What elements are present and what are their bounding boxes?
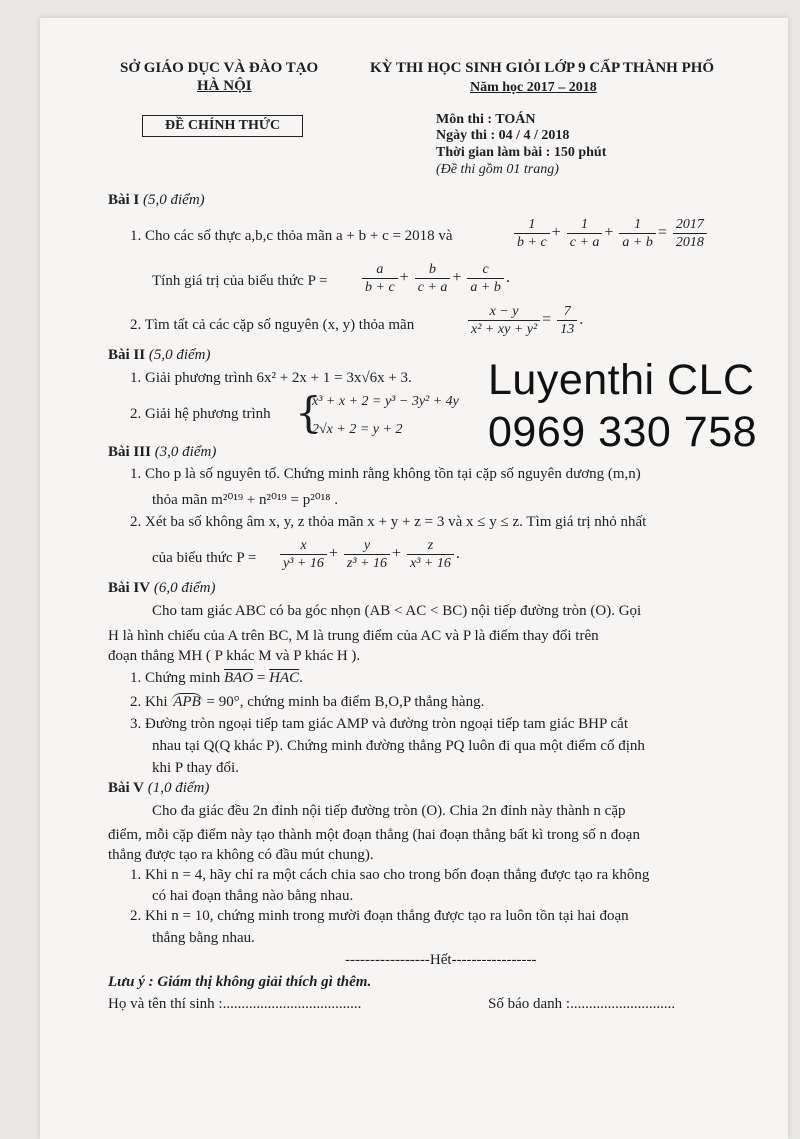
exam-year: Năm học 2017 – 2018 [470,80,597,95]
exam-title: KỲ THI HỌC SINH GIỎI LỚP 9 CẤP THÀNH PHỐ [370,60,715,76]
bai5-q1b: có hai đoạn thẳng nào bằng nhau. [152,888,354,904]
bai1-q1-fractions: $\frac{1}{b + c}$ + $\frac{1}{c + a}$ + $\frac{1}{a + b}$ = $\frac{2017}{2018}$ [512,216,709,251]
bai3-q1a: 1. Cho p là số nguyên tố. Chứng minh rằng không tồn tại cặp số nguyên dương (m,n) [130,466,641,482]
bai1-p-expression: $\frac{a}{b + c}$ + $\frac{b}{c + a}$ + $\frac{c}{a + b}$ . [360,261,510,296]
end-marker: -----------------Hết----------------- [345,952,537,968]
bai4-intro1: Cho tam giác ABC có ba góc nhọn (AB < AC < BC) nội tiếp đường tròn (O). Gọi [152,603,642,619]
watermark-line2: 0969 330 758 [488,408,758,456]
bai1-q2: 2. Tìm tất cả các cặp số nguyên (x, y) thỏa mãn [130,317,415,333]
duration: Thời gian làm bài : 150 phút [436,145,607,160]
bai1-q1-line2: Tính giá trị của biểu thức P = [152,273,328,289]
system-eq1: x³ + x + 2 = y³ − 3y² + 4y [312,394,459,409]
bai1-q2-expression: $\frac{x - y}{\text{x² + xy + y²}}$ = $\frac{7}{13}$ . [466,303,583,338]
bai5-intro1: Cho đa giác đều 2n đỉnh nội tiếp đường tròn (O). Chia 2n đỉnh này thành n cặp [152,803,626,819]
bai3-q2b: của biểu thức P = [152,550,257,566]
watermark-line1: Luyenthi CLC [488,356,755,404]
system-brace: { [295,388,322,437]
bai4-heading: Bài IV (6,0 điểm) [108,580,216,596]
bai5-q2a: 2. Khi n = 10, chứng minh trong mười đoạn thẳng được tạo ra luôn tồn tại hai đoạn [130,908,629,924]
candidate-name: Họ và tên thí sinh :..................................... [108,996,362,1012]
bai4-q1: 1. Chứng minh $\overline{BAO} = \overline{HAC}$. [130,670,303,686]
bai4-intro2: H là hình chiếu của A trên BC, M là trung điểm của AC và P là điểm thay đổi trên [108,628,599,644]
bai1-heading: Bài I (5,0 điểm) [108,192,205,208]
candidate-number: Số báo danh :............................ [488,996,676,1012]
bai3-q1b: thỏa mãn m²⁰¹⁹ + n²⁰¹⁹ = p²⁰¹⁸ . [152,492,338,508]
bai4-intro3: đoạn thẳng MH ( P khác M và P khác H ). [108,648,361,664]
bai4-q3b: nhau tại Q(Q khác P). Chứng minh đường thẳng PQ luôn đi qua một điểm cố định [152,738,645,754]
bai5-q1a: 1. Khi n = 4, hãy chỉ ra một cách chia sao cho trong bốn đoạn thẳng được tạo ra không [130,867,650,883]
official-box: ĐỀ CHÍNH THỨC [142,115,303,137]
dept-line1: SỞ GIÁO DỤC VÀ ĐÀO TẠO [120,60,319,76]
bai5-heading: Bài V (1,0 điểm) [108,780,210,796]
exam-date: Ngày thi : 04 / 4 / 2018 [436,128,570,143]
bai3-p-expression: $\frac{x}{\text{y³ + 16}}$ + $\frac{y}{\text{z³ + 16}}$ + $\frac{z}{\text{x³ + 16}}$ . [278,537,460,572]
bai2-q1: 1. Giải phương trình 6x² + 2x + 1 = 3x√6x + 3. [130,370,412,386]
bai5-intro2: điểm, mỗi cặp điểm này tạo thành một đoạn thẳng (hai đoạn thẳng bất kì trong số n đoạn [108,827,640,843]
bai5-intro3: thẳng được tạo ra không có đầu mút chung). [108,847,374,863]
bai2-heading: Bài II (5,0 điểm) [108,347,211,363]
exam-paper [40,18,788,1139]
dept-line2: HÀ NỘI [197,78,252,94]
bai4-q3c: khi P thay đổi. [152,760,239,776]
bai2-q2: 2. Giải hệ phương trình [130,406,271,422]
bai3-q2a: 2. Xét ba số không âm x, y, z thỏa mãn x + y + z = 3 và x ≤ y ≤ z. Tìm giá trị nhỏ nhất [130,514,647,530]
system-eq2: 2√x + 2 = y + 2 [312,422,403,437]
pages-note: (Đề thi gồm 01 trang) [436,162,559,177]
bai3-heading: Bài III (3,0 điểm) [108,444,217,460]
footer-note: Lưu ý : Giám thị không giải thích gì thêm. [108,974,372,990]
bai4-q3a: 3. Đường tròn ngoại tiếp tam giác AMP và đường tròn ngoại tiếp tam giác BHP cắt [130,716,629,732]
bai4-q2: 2. Khi APB = 90°, chứng minh ba điểm B,O,P thẳng hàng. [130,694,485,710]
bai1-q1: 1. Cho các số thực a,b,c thỏa mãn a + b + c = 2018 và [130,228,453,244]
bai5-q2b: thẳng bằng nhau. [152,930,255,946]
subject: Môn thi : TOÁN [436,112,536,127]
